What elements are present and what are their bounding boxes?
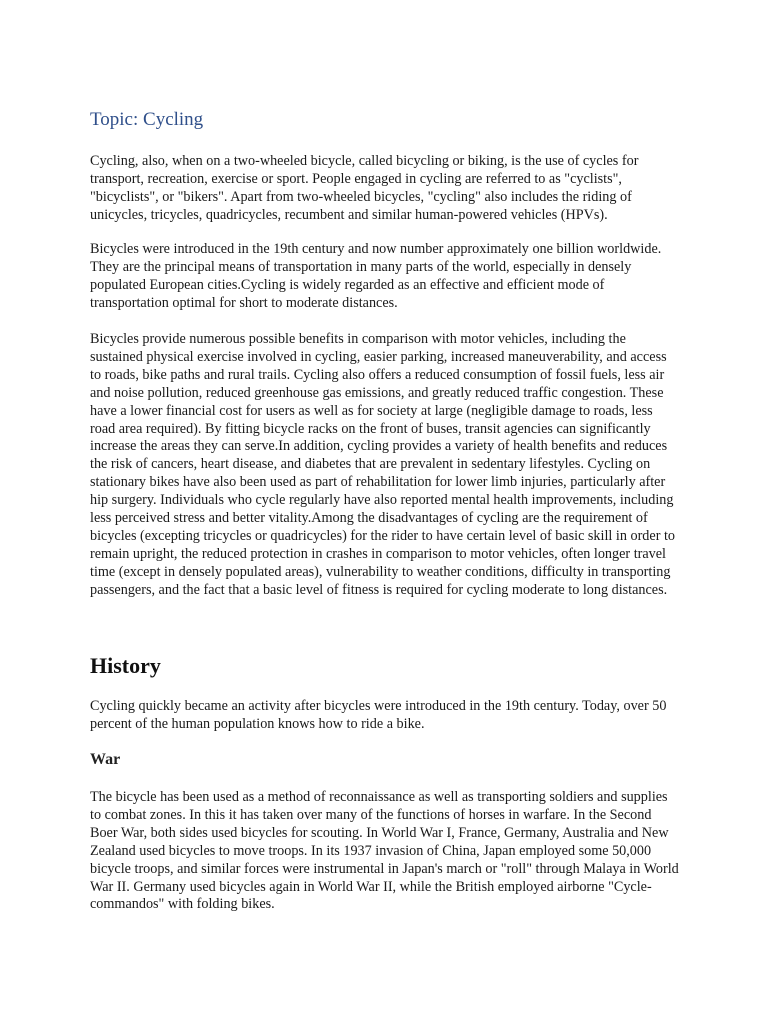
war-heading: War [90,751,121,768]
intro-paragraph-1: Cycling, also, when on a two-wheeled bicycle, called bicycling or biking, is the use of cycles for transport, recreation, exercise or sport. People engaged in cycling are referred to as "cyclists", "bicyclists", or "bikers". Apart from two-wheeled bicycles, "cycling" also includes the riding of unicycles, tricycles, quadricycles, recumbent and similar human-powered vehicles (HPVs). [90,153,639,223]
history-paragraph: Cycling quickly became an activity after bicycles were introduced in the 19th century. Today, over 50 percent of the human population knows how to ride a bike. [90,698,667,732]
history-heading: History [90,653,161,678]
intro-paragraph-2: Bicycles were introduced in the 19th century and now number approximately one billion worldwide. They are the principal means of transportation in many parts of the world, especially in densely populated European cities.Cycling is widely regarded as an effective and efficient mode of transportation optimal for short to moderate distances. [90,241,662,311]
page-title: Topic: Cycling [90,109,204,130]
intro-paragraph-3: Bicycles provide numerous possible benefits in comparison with motor vehicles, including the sustained physical exercise involved in cycling, easier parking, increased maneuverability, and access to roads, bike paths and rural trails. Cycling also offers a reduced consumption of fossil fuels, less air and noise pollution, reduced greenhouse gas emissions, and greatly reduced traffic congestion. These have a lower financial cost for users as well as for society at large (negligible damage to roads, less road area required). By fitting bicycle racks on the front of buses, transit agencies can significantly increase the areas they can serve.In addition, cycling provides a variety of health benefits and reduces the risk of cancers, heart disease, and diabetes that are prevalent in sedentary lifestyles. Cycling on stationary bikes have also been used as part of rehabilitation for lower limb injuries, particularly after hip surgery. Individuals who cycle regularly have also reported mental health improvements, including less perceived stress and better vitality.Among the disadvantages of cycling are the requirement of bicycles (excepting tricycles or quadricycles) for the rider to have certain level of basic skill in order to remain upright, the reduced protection in crashes in comparison to motor vehicles, often longer travel time (except in densely populated areas), vulnerability to weather conditions, difficulty in transporting passengers, and the fact that a basic level of fitness is required for cycling moderate to long distances. [90,331,675,598]
war-paragraph: The bicycle has been used as a method of reconnaissance as well as transporting soldiers and supplies to combat zones. In this it has taken over many of the functions of horses in warfare. In the Second Boer War, both sides used bicycles for scouting. In World War I, France, Germany, Australia and New Zealand used bicycles to move troops. In its 1937 invasion of China, Japan employed some 50,000 bicycle troops, and similar forces were instrumental in Japan's march or "roll" through Malaya in World War II. Germany used bicycles again in World War II, while the British employed airborne "Cycle-commandos" with folding bikes. [90,789,679,913]
